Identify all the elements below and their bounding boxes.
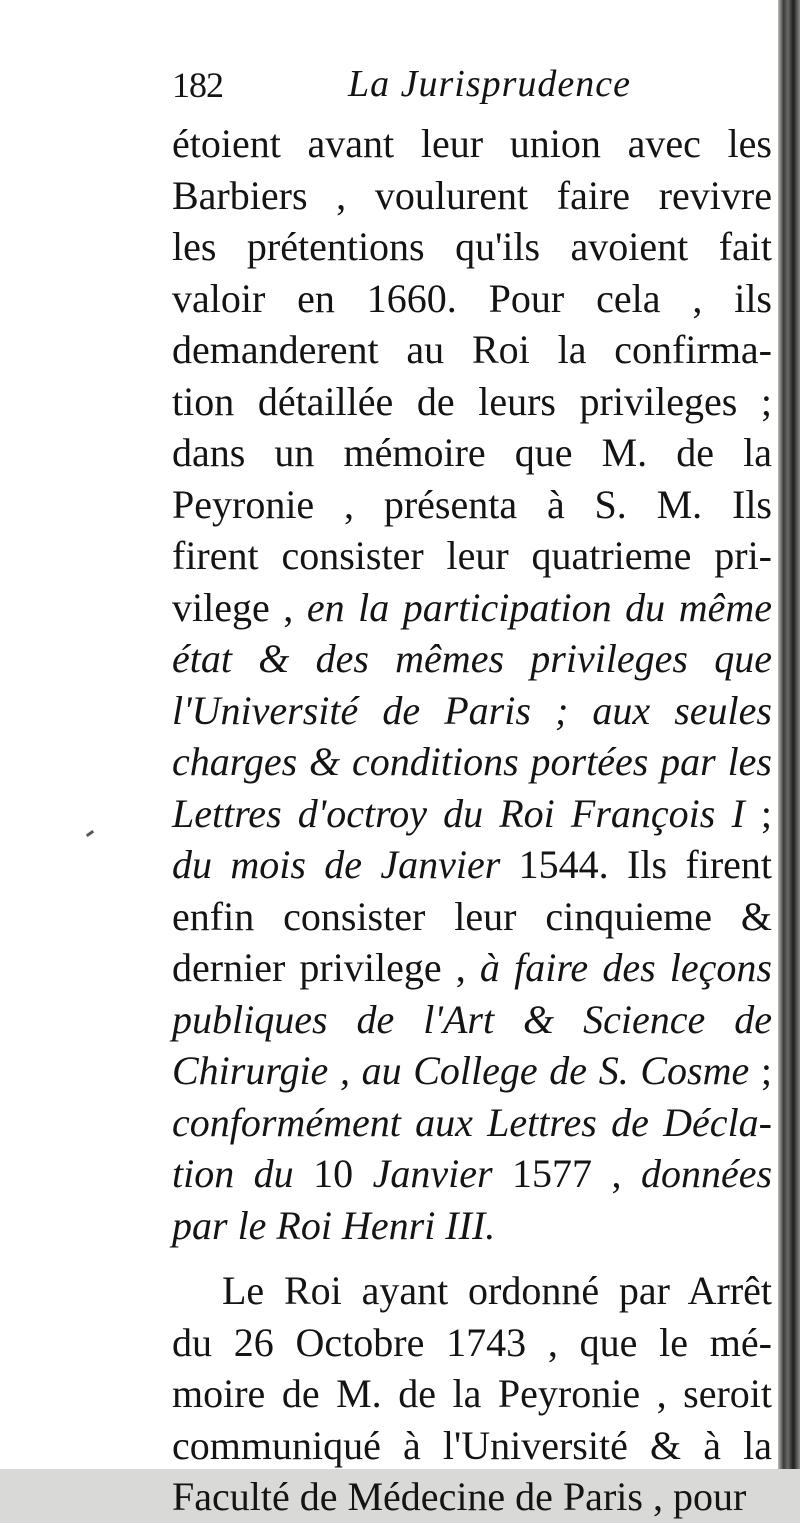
roman-text: du 26 Octobre 1743 , que le mé- <box>172 1319 772 1365</box>
paragraph <box>172 118 772 1251</box>
text-line <box>172 1097 772 1149</box>
roman-text: Le Roi ayant ordonné par Arrêt <box>222 1268 772 1313</box>
text-line <box>172 479 772 531</box>
italic-text: données <box>640 1151 773 1196</box>
italic-text: état & des mêmes privileges que <box>172 636 772 681</box>
roman-text: dernier privilege , <box>172 945 480 990</box>
italic-text: l'Université de Paris ; aux seules <box>172 687 772 733</box>
text-line <box>172 942 772 994</box>
italic-text: du mois de Janvier <box>172 842 501 887</box>
roman-text: ; <box>744 790 772 836</box>
text-line <box>172 685 772 737</box>
text-line <box>172 1317 772 1369</box>
roman-text: communiqué à l'Université & à la <box>172 1422 772 1468</box>
italic-text: à faire des leçons <box>479 945 772 990</box>
text-line <box>172 1148 772 1200</box>
page-edge-shadow <box>778 0 800 1469</box>
italic-text: charges & conditions portées par les <box>172 739 772 784</box>
roman-text: vilege , <box>172 584 307 630</box>
italic-text: Chirurgie , au College de S. Cosme <box>172 1048 750 1093</box>
text-line <box>172 994 772 1046</box>
text-line <box>172 1420 772 1472</box>
text-line <box>172 1368 772 1420</box>
text-line <box>172 170 772 222</box>
text-line <box>172 1200 772 1252</box>
text-line <box>172 891 772 943</box>
roman-text: Barbiers , voulurent faire revivre <box>172 172 772 218</box>
roman-text: ; <box>749 1048 772 1093</box>
text-line <box>172 736 772 788</box>
text-line <box>172 839 772 891</box>
roman-text: Peyronie , présenta à S. M. Ils <box>172 481 772 527</box>
roman-text: firent consister leur quatrieme pri- <box>172 533 772 578</box>
italic-text: conformément aux Lettres de Décla- <box>172 1099 772 1145</box>
text-line <box>172 788 772 840</box>
text-line <box>172 633 772 685</box>
italic-text: par le Roi Henri III. <box>172 1202 496 1248</box>
ink-speck <box>86 830 94 837</box>
roman-text: les prétentions qu'ils avoient fait <box>172 224 772 269</box>
roman-text: valoir en 1660. Pour cela , ils <box>172 275 772 321</box>
roman-text: 10 <box>293 1151 373 1196</box>
roman-text: moire de M. de la Peyronie , seroit <box>172 1371 772 1416</box>
text-line <box>172 530 772 582</box>
body-text <box>172 118 772 1523</box>
italic-text: Janvier <box>372 1151 493 1196</box>
text-line <box>172 1045 772 1097</box>
text-line <box>172 118 772 170</box>
roman-text: demanderent au Roi la confirma- <box>172 327 772 372</box>
text-line <box>172 582 772 634</box>
text-line <box>172 221 772 273</box>
italic-text: publiques de l'Art & Science de <box>172 996 772 1042</box>
text-line <box>172 273 772 325</box>
running-title: La Jurisprudence <box>348 63 632 105</box>
page-number: 182 <box>172 65 223 105</box>
text-line <box>172 427 772 479</box>
text-line <box>172 376 772 428</box>
roman-text: 1577 , <box>492 1151 641 1196</box>
roman-text: tion détaillée de leurs privileges ; <box>172 378 772 424</box>
roman-text: étoient avant leur union avec les <box>172 121 772 166</box>
text-line <box>172 324 772 376</box>
text-line <box>172 1471 772 1523</box>
italic-text: Lettres d'octroy du Roi François I <box>172 790 745 836</box>
text-line <box>172 1265 772 1317</box>
roman-text: Faculté de Médecine de Paris , pour <box>172 1474 747 1519</box>
italic-text: tion du <box>172 1151 294 1196</box>
roman-text: 1544. Ils firent <box>500 842 773 887</box>
roman-text: enfin consister leur cinquieme & <box>172 893 772 939</box>
italic-text: en la participation du même <box>306 584 772 630</box>
paragraph <box>172 1265 772 1523</box>
roman-text: dans un mémoire que M. de la <box>172 430 772 475</box>
page-header <box>172 62 642 114</box>
